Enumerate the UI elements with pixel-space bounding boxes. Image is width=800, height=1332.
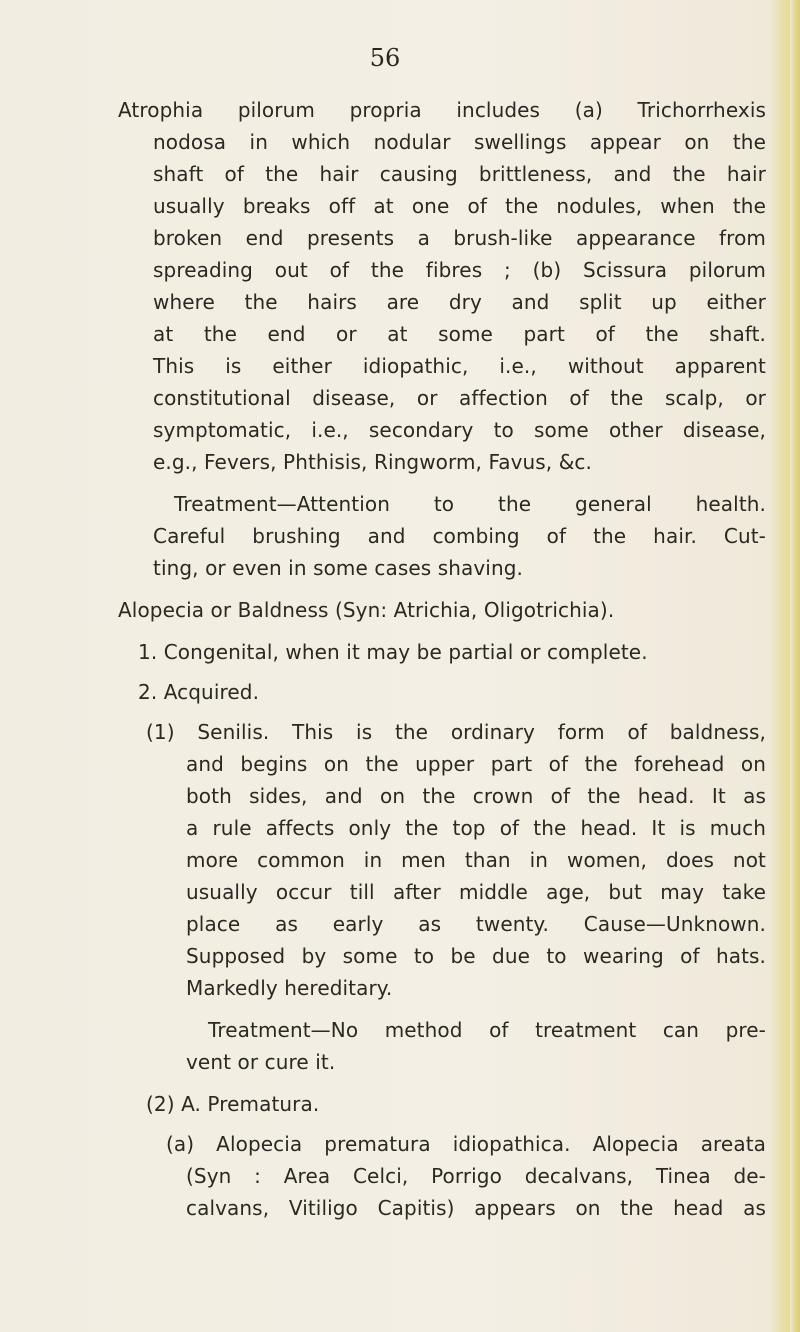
- text-line: symptomatic, i.e., secondary to some other disease,: [153, 418, 766, 442]
- text-line: nodosa in which nodular swellings appear on the: [153, 130, 766, 154]
- text-line: calvans, Vitiligo Capitis) appears on the head as: [186, 1196, 766, 1220]
- text-line: Treatment—Attention to the general health.: [174, 492, 766, 516]
- page-number: 56: [369, 44, 401, 72]
- page-edge: [790, 0, 800, 1332]
- text-line: Markedly hereditary.: [186, 976, 393, 1000]
- text-line: constitutional disease, or affection of the scalp, or: [153, 386, 766, 410]
- text-line: ting, or even in some cases shaving.: [153, 556, 523, 580]
- text-line: shaft of the hair causing brittleness, and the hair: [153, 162, 766, 186]
- text-line: e.g., Fevers, Phthisis, Ringworm, Favus, &c.: [153, 450, 592, 474]
- text-line: (1) Senilis. This is the ordinary form of baldness,: [146, 720, 766, 744]
- text-line: at the end or at some part of the shaft.: [153, 322, 766, 346]
- text-line: place as early as twenty. Cause—Unknown.: [186, 912, 766, 936]
- text-line: a rule affects only the top of the head. It is much: [186, 816, 766, 840]
- text-line: more common in men than in women, does not: [186, 848, 766, 872]
- text-line: vent or cure it.: [186, 1050, 336, 1074]
- text-line: (Syn : Area Celci, Porrigo decalvans, Tinea de-: [186, 1164, 766, 1188]
- list-item: 1. Congenital, when it may be partial or complete.: [138, 640, 648, 664]
- text-line: This is either idiopathic, i.e., without apparent: [153, 354, 766, 378]
- text-line: usually breaks off at one of the nodules, when the: [153, 194, 766, 218]
- text-line: Atrophia pilorum propria includes (a) Trichorrhexis: [118, 98, 766, 122]
- list-item: 2. Acquired.: [138, 680, 260, 704]
- subsection-heading: (2) A. Prematura.: [146, 1092, 320, 1116]
- text-line: Treatment—No method of treatment can pre-: [208, 1018, 766, 1042]
- text-line: both sides, and on the crown of the head. It as: [186, 784, 766, 808]
- text-line: Supposed by some to be due to wearing of hats.: [186, 944, 766, 968]
- text-line: broken end presents a brush-like appearance from: [153, 226, 766, 250]
- text-line: (a) Alopecia prematura idiopathica. Alopecia areata: [166, 1132, 766, 1156]
- text-line: spreading out of the fibres ; (b) Scissura pilorum: [153, 258, 766, 282]
- section-heading: Alopecia or Baldness (Syn: Atrichia, Oligotrichia).: [118, 598, 615, 622]
- text-line: and begins on the upper part of the forehead on: [186, 752, 766, 776]
- text-line: where the hairs are dry and split up either: [153, 290, 766, 314]
- text-line: usually occur till after middle age, but may take: [186, 880, 766, 904]
- text-line: Careful brushing and combing of the hair. Cut-: [153, 524, 766, 548]
